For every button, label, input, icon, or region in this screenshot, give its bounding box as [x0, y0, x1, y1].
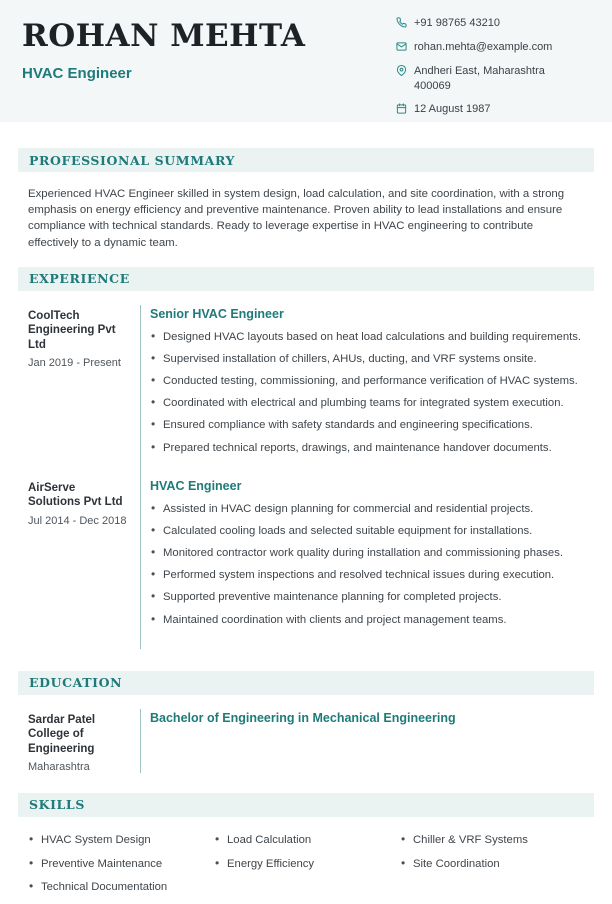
degree-title: Bachelor of Engineering in Mechanical Engineering [150, 710, 456, 725]
contact-dob [396, 102, 588, 117]
education-entry-meta [28, 709, 140, 773]
skill-item: • Technical Documentation [28, 880, 214, 895]
phone-value: +91 98765 43210 [414, 17, 500, 29]
job-bullet: • Maintained coordination with clients and project management teams. [150, 613, 594, 628]
calendar-icon [396, 103, 407, 114]
mail-icon [396, 41, 407, 52]
skills-column [214, 833, 400, 904]
experience-entry-meta [28, 477, 140, 649]
job-bullet: • Prepared technical reports, drawings, and maintenance handover documents. [150, 441, 594, 456]
job-bullet: • Supervised installation of chillers, AHUs, ducting, and VRF systems onsite. [150, 352, 594, 367]
address-value: Andheri East, Maharashtra 400069 [414, 64, 545, 92]
education-heading-bar [18, 671, 594, 695]
section-professional-summary [18, 148, 594, 251]
job-bullet: • Coordinated with electrical and plumbing teams for integrated system execution. [150, 396, 594, 411]
experience-entry-meta [28, 305, 140, 477]
experience-heading: EXPERIENCE [29, 271, 130, 287]
contact-email [396, 40, 588, 55]
dob-value: 12 August 1987 [414, 103, 491, 116]
section-skills [18, 793, 594, 904]
job-bullet: • Performed system inspections and resolved technical issues during execution. [150, 568, 594, 583]
job-title: Senior HVAC Engineer [150, 306, 284, 321]
job-bullet: • Assisted in HVAC design planning for commercial and residential projects. [150, 502, 594, 517]
map-pin-icon [396, 65, 407, 76]
job-title: HVAC Engineer [150, 478, 242, 493]
employment-dates: Jul 2014 - Dec 2018 [28, 514, 127, 527]
job-bullet: • Designed HVAC layouts based on heat load calculations and building requirements. [150, 330, 594, 345]
person-name: ROHAN MEHTA [22, 18, 306, 54]
contact-block [396, 14, 588, 122]
skills-column [28, 833, 214, 904]
section-experience [18, 267, 594, 649]
experience-entry [28, 305, 594, 477]
skill-item: • Load Calculation [214, 833, 400, 848]
education-entry-detail [140, 709, 594, 773]
phone-icon [396, 17, 407, 28]
contact-phone [396, 16, 588, 31]
job-bullet: • Conducted testing, commissioning, and performance verification of HVAC systems. [150, 374, 594, 389]
experience-entry-detail [140, 305, 594, 477]
employment-dates: Jan 2019 - Present [28, 356, 121, 369]
skill-item: • Site Coordination [400, 857, 586, 872]
skills-heading: SKILLS [29, 797, 85, 813]
job-bullet-list [150, 502, 594, 628]
resume-body [0, 122, 612, 904]
summary-text: Experienced HVAC Engineer skilled in system design, load calculation, and site coordination, with a strong emphasis on energy efficiency and preventive maintenance. Proven ability to lead installations and ensure compliance with technical standards. Ready to leverage expertise in HVAC engineering to contribute effectively to a dynamic team. [28, 188, 565, 249]
skill-item: • Preventive Maintenance [28, 857, 214, 872]
skill-item: • HVAC System Design [28, 833, 214, 848]
experience-entry [28, 477, 594, 649]
education-heading: EDUCATION [29, 675, 123, 691]
person-job-title: HVAC Engineer [22, 64, 132, 82]
job-bullet: • Supported preventive maintenance planning for completed projects. [150, 590, 594, 605]
company-name: AirServe Solutions Pvt Ltd [28, 481, 123, 509]
job-bullet: • Calculated cooling loads and selected suitable equipment for installations. [150, 524, 594, 539]
job-bullet: • Monitored contractor work quality during installation and commissioning phases. [150, 546, 594, 561]
section-education [18, 671, 594, 773]
summary-heading: PROFESSIONAL SUMMARY [29, 152, 236, 168]
contact-address [396, 64, 588, 94]
skills-grid [28, 833, 586, 904]
company-name: CoolTech Engineering Pvt Ltd [28, 309, 116, 351]
email-value: rohan.mehta@example.com [414, 40, 553, 53]
skills-column [400, 833, 586, 904]
job-bullet: • Ensured compliance with safety standards and engineering specifications. [150, 418, 594, 433]
skill-item: • Energy Efficiency [214, 857, 400, 872]
skills-heading-bar [18, 793, 594, 817]
summary-heading-bar [18, 148, 594, 172]
education-entry [28, 709, 594, 773]
identity-block [22, 14, 305, 122]
school-location: Maharashtra [28, 760, 90, 773]
experience-heading-bar [18, 267, 594, 291]
school-name: Sardar Patel College of Engineering [28, 713, 96, 755]
skill-item: • Chiller & VRF Systems [400, 833, 586, 848]
resume-header [0, 0, 612, 122]
experience-entry-detail [140, 477, 594, 649]
job-bullet-list [150, 330, 594, 456]
